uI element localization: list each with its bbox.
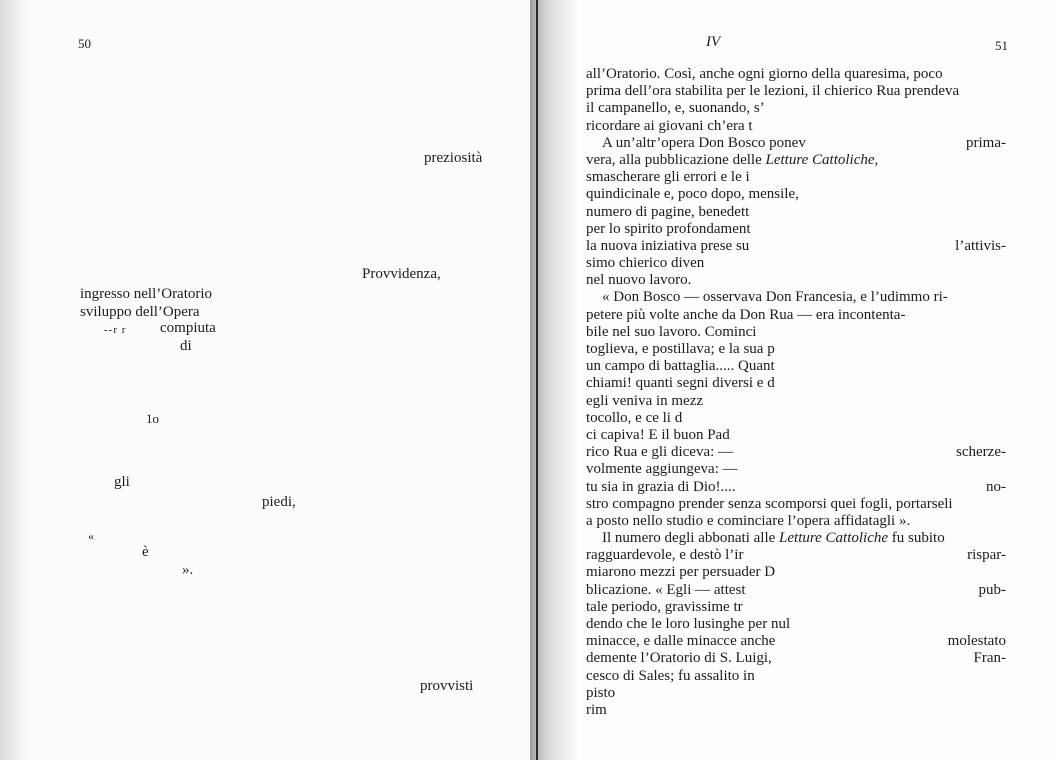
line-text-left: stro compagno prender senza scomporsi quei fogli, portarseli: [586, 495, 953, 512]
text-line: [586, 479, 1006, 496]
line-text-left: egli veniva in mezz: [586, 392, 704, 409]
line-text-left: all’Oratorio. Così, anche ogni giorno della quaresima, poco: [586, 66, 943, 82]
spine-line: [536, 0, 538, 760]
line-text-left: « Don Bosco — osservava Don Francesia, e l’udimmo ri-: [602, 289, 948, 306]
text-line: [586, 324, 1006, 341]
text-line: [586, 668, 1006, 685]
text-fragment: compiuta: [160, 320, 216, 336]
page-number: 50: [78, 36, 91, 51]
line-text: fu subito: [888, 530, 945, 547]
text-fragment: provvisti: [420, 678, 474, 694]
text-line: [586, 513, 1006, 530]
line-text-left: blicazione. « Egli — attest: [586, 581, 746, 598]
line-text-left: tale periodo, gravissime tr: [586, 598, 743, 615]
text-fragment: Provvidenza,: [362, 266, 441, 282]
line-text: ,: [874, 151, 879, 168]
line-text-right: no-: [986, 478, 1006, 495]
text-line: [586, 616, 1006, 633]
line-text-left: il campanello, e, suonando, s’: [586, 100, 765, 117]
line-text-left: a posto nello studio e cominciare l’opera affidatagli ».: [586, 512, 911, 529]
line-text-left: A un’altr’opera Don Bosco ponev: [602, 134, 806, 151]
line-text: Il numero degli abbonati alle: [602, 530, 780, 547]
text-line: [586, 633, 1006, 650]
text-line: [586, 135, 1006, 152]
text-line: [586, 530, 1006, 547]
running-head: IV: [706, 34, 721, 50]
text-line: [586, 444, 1006, 461]
line-text-left: dendo che le loro lusinghe per nul: [586, 616, 791, 632]
line-text-left: [586, 530, 945, 546]
line-text-right: prima-: [966, 134, 1006, 151]
line-text-left: chiami! quanti segni diversi e d: [586, 375, 775, 392]
line-text-left: per lo spirito profondament: [586, 220, 751, 237]
line-text-left: miarono mezzi per persuader D: [586, 564, 776, 581]
text-line: [586, 358, 1006, 375]
line-text-left: tu sia in grazia di Dio!....: [586, 478, 736, 495]
text-line: [586, 650, 1006, 667]
text-line: [586, 169, 1006, 186]
text-line: [586, 599, 1006, 616]
text-line: [586, 289, 1006, 306]
text-line: [586, 427, 1006, 444]
line-text-left: petere più volte anche da Don Rua — era incontenta-: [586, 306, 906, 323]
text-fragment: è: [142, 544, 149, 560]
line-text-right: pub-: [978, 581, 1006, 598]
text-line: [586, 255, 1006, 272]
text-line: [586, 152, 1006, 169]
line-text-left: rim: [586, 701, 607, 718]
line-text-right: l’attivis-: [955, 237, 1006, 254]
text-fragment: 1o: [146, 411, 159, 426]
text-line: [586, 685, 1006, 702]
text-line: [586, 496, 1006, 513]
line-text-left: toglieva, e postillava; e la sua p: [586, 341, 775, 357]
line-text-left: nel nuovo lavoro.: [586, 272, 692, 289]
line-text-left: numero di pagine, benedett: [586, 203, 750, 220]
text-fragment: «: [88, 529, 94, 543]
book-title: Letture Cattoliche: [779, 530, 889, 547]
book-title: Letture Cattoliche: [765, 151, 875, 168]
line-text-left: [586, 152, 878, 168]
text-line: [586, 66, 1006, 83]
text-line: [586, 564, 1006, 581]
text-line: [586, 83, 1006, 100]
line-text-left: quindicinale e, poco dopo, mensile,: [586, 186, 799, 203]
page-edge-shadow: [0, 0, 30, 760]
line-text-left: volmente aggiungeva: —: [586, 461, 738, 478]
right-page: [530, 0, 1056, 760]
text-line: [586, 547, 1006, 564]
text-line: [586, 341, 1006, 358]
line-text-left: ci capiva! E il buon Pad: [586, 426, 730, 443]
line-text-left: bile nel suo lavoro. Cominci: [586, 323, 757, 340]
line-text-left: tocollo, e ce li d: [586, 409, 683, 426]
line-text-left: demente l’Oratorio di S. Luigi,: [586, 650, 772, 667]
text-line: [586, 100, 1006, 117]
text-line: [586, 118, 1006, 135]
body-text: [586, 66, 1006, 719]
text-line: [586, 307, 1006, 324]
line-text-left: un campo di battaglia..... Quant: [586, 358, 775, 375]
text-line: [586, 221, 1006, 238]
line-text-left: pisto: [586, 684, 616, 701]
line-text: vera, alla pubblicazione delle: [586, 151, 766, 168]
text-fragment: --r r: [104, 324, 127, 336]
text-line: [586, 238, 1006, 255]
text-line: [586, 410, 1006, 427]
text-line: [586, 393, 1006, 410]
line-text-left: rico Rua e gli diceva: —: [586, 444, 734, 461]
line-text-right: Fran-: [973, 650, 1006, 667]
text-line: [586, 272, 1006, 289]
text-line: [586, 186, 1006, 203]
text-fragment: piedi,: [262, 494, 296, 510]
text-line: [586, 375, 1006, 392]
text-line: [586, 461, 1006, 478]
text-fragment: gli: [114, 474, 130, 490]
text-line: [586, 582, 1006, 599]
line-text-left: ragguardevole, e destò l’ir: [586, 547, 744, 564]
line-text-left: simo chierico diven: [586, 255, 705, 272]
text-line: [586, 702, 1006, 719]
line-text-right: molestato: [947, 633, 1006, 650]
line-text-left: minacce, e dalle minacce anche: [586, 633, 776, 650]
line-text-right: scherze-: [956, 444, 1006, 461]
line-text-left: ricordare ai giovani ch’era t: [586, 117, 753, 134]
page-number: 51: [995, 38, 1008, 53]
line-text-left: prima dell’ora stabilita per le lezioni, il chierico Rua prendeva: [586, 83, 960, 100]
text-line: [586, 204, 1006, 221]
text-fragment: preziosità: [424, 150, 483, 166]
text-fragment: ingresso nell’Oratorio: [80, 286, 213, 302]
line-text-right: rispar-: [967, 547, 1006, 564]
text-fragment: sviluppo dell’Opera: [80, 304, 200, 320]
text-fragment: ».: [182, 562, 194, 578]
line-text-left: la nuova iniziativa prese su: [586, 237, 750, 254]
line-text-left: cesco di Sales; fu assalito in: [586, 667, 755, 684]
text-fragment: di: [180, 338, 192, 354]
line-text-left: smascherare gli errori e le i: [586, 169, 750, 186]
